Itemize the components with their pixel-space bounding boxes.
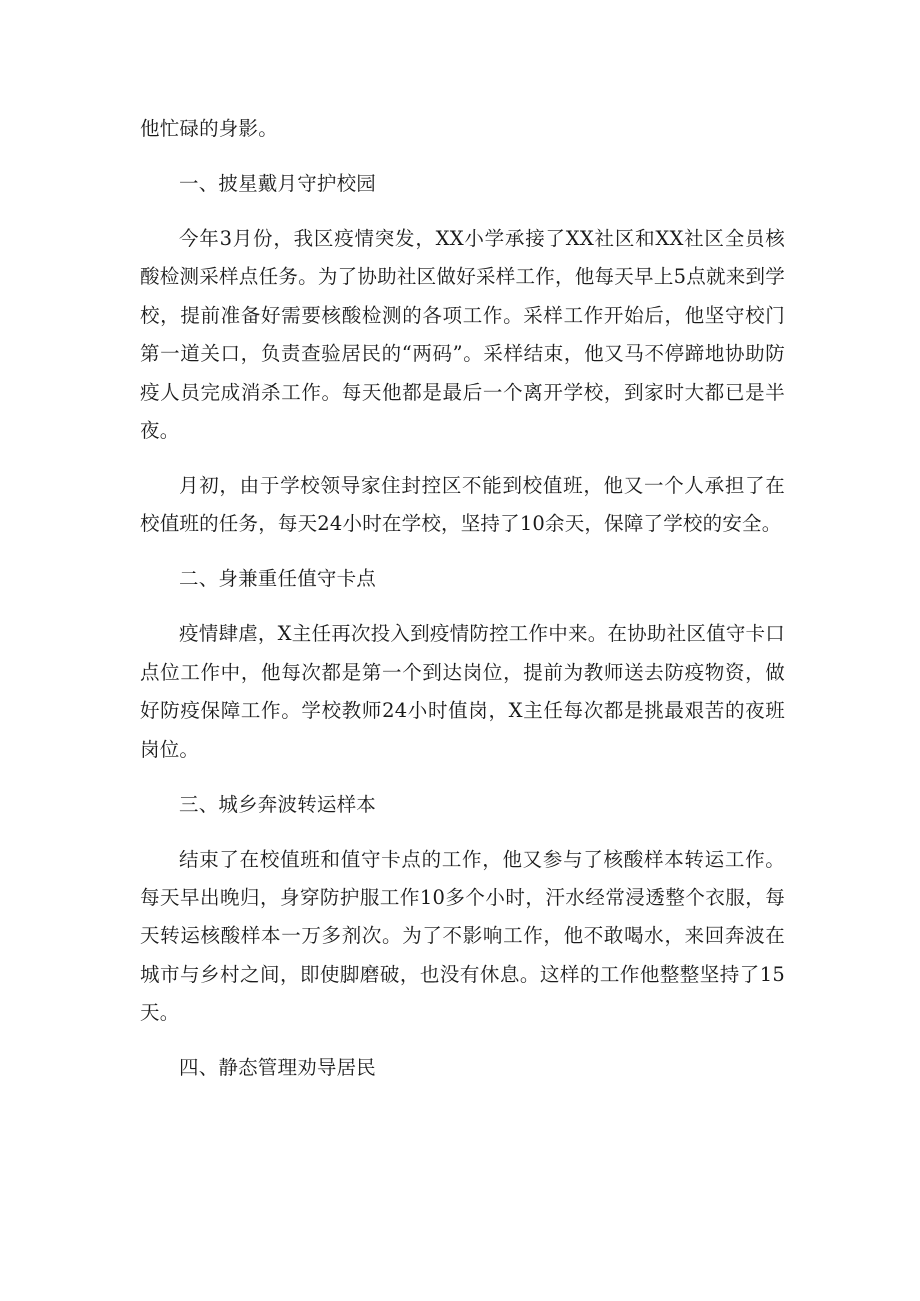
- body-paragraph: 结束了在校值班和值守卡点的工作，他又参与了核酸样本转运工作。每天早出晚归，身穿防护服工作10多个小时，汗水经常浸透整个衣服，每天转运核酸样本一万多剂次。为了不影响工作，他不敢喝水，来回奔波在城市与乡村之间，即使脚磨破，也没有休息。这样的工作他整整坚持了15天。: [140, 847, 785, 1025]
- document-body: [140, 110, 785, 1104]
- body-paragraph: 今年3月份，我区疫情突发，XX小学承接了XX社区和XX社区全员核酸检测采样点任务。为了协助社区做好采样工作，他每天早上5点就来到学校，提前准备好需要核酸检测的各项工作。采样工作开始后，他坚守校门第一道关口，负责查验居民的“两码”。采样结束，他又马不停蹄地协助防疫人员完成消杀工作。每天他都是最后一个离开学校，到家时大都已是半夜。: [140, 227, 785, 443]
- body-paragraph: 月初，由于学校领导家住封控区不能到校值班，他又一个人承担了在校值班的任务，每天24小时在学校，坚持了10余天，保障了学校的安全。: [140, 474, 785, 536]
- continuation-paragraph: 他忙碌的身影。: [140, 117, 278, 140]
- section-heading-3: 三、城乡奔波转运样本: [179, 792, 377, 816]
- section-heading-4: 四、静态管理劝导居民: [179, 1056, 377, 1080]
- section-heading-1: 一、披星戴月守护校园: [179, 172, 377, 195]
- body-paragraph: 疫情肆虐，X主任再次投入到疫情防控工作中来。在协助社区值守卡口点位工作中，他每次都是第一个到达岗位，提前为教师送去防疫物资，做好防疫保障工作。学校教师24小时值岗，X主任每次都是挑最艰苦的夜班岗位。: [140, 622, 785, 761]
- section-heading-2: 二、身兼重任值守卡点: [179, 567, 377, 591]
